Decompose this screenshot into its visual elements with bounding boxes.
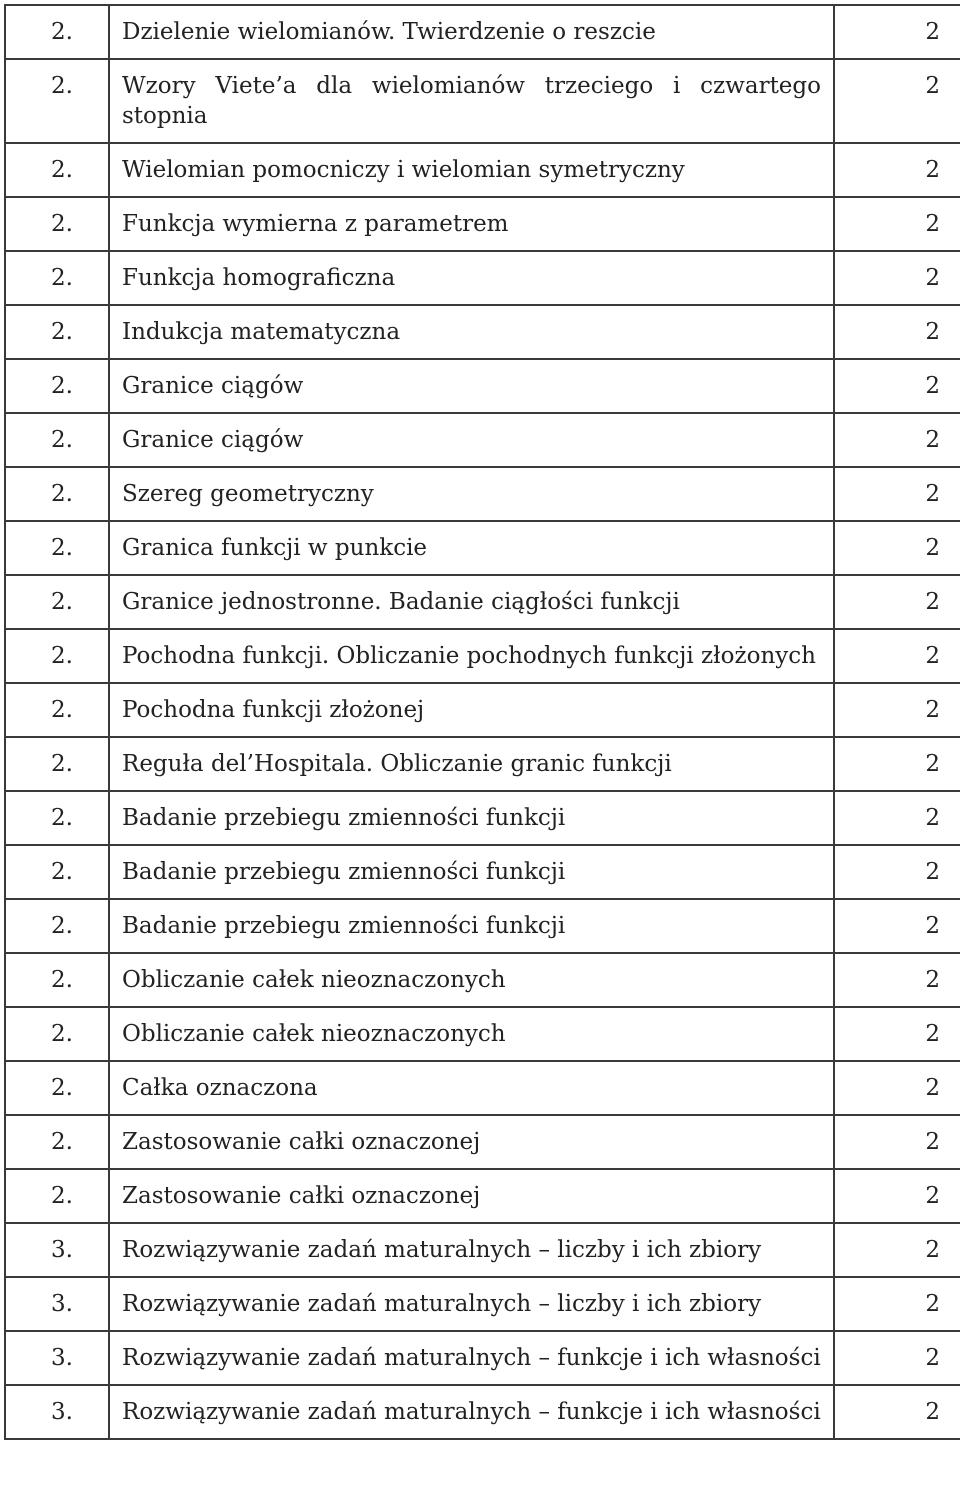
row-hours-cell: 2 — [834, 737, 960, 791]
row-number-cell: 2. — [5, 251, 109, 305]
row-hours-cell: 2 — [834, 1169, 960, 1223]
row-hours-cell: 2 — [834, 1385, 960, 1439]
row-topic-cell: Rozwiązywanie zadań maturalnych – funkcje i ich własności — [109, 1385, 834, 1439]
row-hours-cell: 2 — [834, 1277, 960, 1331]
row-hours-cell: 2 — [834, 59, 960, 143]
table-row — [5, 953, 960, 1007]
row-topic-cell: Pochodna funkcji złożonej — [109, 683, 834, 737]
table-row — [5, 359, 960, 413]
row-number-cell: 2. — [5, 629, 109, 683]
table-row — [5, 1007, 960, 1061]
row-number-cell: 2. — [5, 1061, 109, 1115]
row-number-cell: 3. — [5, 1331, 109, 1385]
table-row — [5, 251, 960, 305]
row-topic-cell: Rozwiązywanie zadań maturalnych – funkcje i ich własności — [109, 1331, 834, 1385]
row-hours-cell: 2 — [834, 467, 960, 521]
row-topic-cell: Badanie przebiegu zmienności funkcji — [109, 791, 834, 845]
row-topic-cell: Zastosowanie całki oznaczonej — [109, 1169, 834, 1223]
row-hours-cell: 2 — [834, 791, 960, 845]
row-number-cell: 2. — [5, 683, 109, 737]
row-number-cell: 2. — [5, 143, 109, 197]
row-number-cell: 3. — [5, 1385, 109, 1439]
row-hours-cell: 2 — [834, 953, 960, 1007]
row-hours-cell: 2 — [834, 413, 960, 467]
row-number-cell: 2. — [5, 467, 109, 521]
table-row — [5, 899, 960, 953]
row-hours-cell: 2 — [834, 845, 960, 899]
row-number-cell: 2. — [5, 953, 109, 1007]
row-topic-cell: Reguła del’Hospitala. Obliczanie granic funkcji — [109, 737, 834, 791]
row-number-cell: 3. — [5, 1223, 109, 1277]
row-hours-cell: 2 — [834, 5, 960, 59]
row-number-cell: 2. — [5, 575, 109, 629]
row-topic-cell: Całka oznaczona — [109, 1061, 834, 1115]
row-topic-cell: Rozwiązywanie zadań maturalnych – liczby i ich zbiory — [109, 1223, 834, 1277]
row-number-cell: 2. — [5, 899, 109, 953]
table-row — [5, 413, 960, 467]
row-number-cell: 2. — [5, 197, 109, 251]
row-number-cell: 2. — [5, 845, 109, 899]
row-number-cell: 2. — [5, 5, 109, 59]
row-number-cell: 2. — [5, 59, 109, 143]
table-row — [5, 1277, 960, 1331]
table-row — [5, 197, 960, 251]
row-topic-cell: Granice ciągów — [109, 359, 834, 413]
row-topic-cell: Pochodna funkcji. Obliczanie pochodnych funkcji złożonych — [109, 629, 834, 683]
row-topic-cell: Wzory Viete’a dla wielomianów trzeciego i czwartego stopnia — [109, 59, 834, 143]
row-number-cell: 2. — [5, 791, 109, 845]
row-number-cell: 2. — [5, 1007, 109, 1061]
row-number-cell: 2. — [5, 737, 109, 791]
table-row — [5, 521, 960, 575]
row-topic-cell: Funkcja homograficzna — [109, 251, 834, 305]
row-number-cell: 2. — [5, 1169, 109, 1223]
row-topic-cell: Obliczanie całek nieoznaczonych — [109, 1007, 834, 1061]
table-row — [5, 1385, 960, 1439]
table-row — [5, 1331, 960, 1385]
row-number-cell: 2. — [5, 413, 109, 467]
row-topic-cell: Indukcja matematyczna — [109, 305, 834, 359]
row-hours-cell: 2 — [834, 1061, 960, 1115]
table-row — [5, 1223, 960, 1277]
table-row — [5, 575, 960, 629]
row-hours-cell: 2 — [834, 1223, 960, 1277]
row-hours-cell: 2 — [834, 1007, 960, 1061]
row-hours-cell: 2 — [834, 575, 960, 629]
row-hours-cell: 2 — [834, 359, 960, 413]
table-row — [5, 1061, 960, 1115]
row-hours-cell: 2 — [834, 197, 960, 251]
table-row — [5, 143, 960, 197]
row-topic-cell: Badanie przebiegu zmienności funkcji — [109, 845, 834, 899]
table-row — [5, 629, 960, 683]
row-hours-cell: 2 — [834, 521, 960, 575]
table-row — [5, 467, 960, 521]
row-number-cell: 2. — [5, 521, 109, 575]
row-topic-cell: Obliczanie całek nieoznaczonych — [109, 953, 834, 1007]
table-row — [5, 1169, 960, 1223]
table-row — [5, 737, 960, 791]
row-number-cell: 2. — [5, 305, 109, 359]
row-hours-cell: 2 — [834, 1331, 960, 1385]
row-hours-cell: 2 — [834, 683, 960, 737]
row-topic-cell: Wielomian pomocniczy i wielomian symetryczny — [109, 143, 834, 197]
row-topic-cell: Granica funkcji w punkcie — [109, 521, 834, 575]
row-number-cell: 2. — [5, 359, 109, 413]
row-hours-cell: 2 — [834, 143, 960, 197]
row-topic-cell: Granice jednostronne. Badanie ciągłości funkcji — [109, 575, 834, 629]
syllabus-table-body — [5, 5, 960, 1439]
row-topic-cell: Dzielenie wielomianów. Twierdzenie o reszcie — [109, 5, 834, 59]
row-hours-cell: 2 — [834, 251, 960, 305]
table-row — [5, 5, 960, 59]
row-hours-cell: 2 — [834, 1115, 960, 1169]
row-topic-cell: Granice ciągów — [109, 413, 834, 467]
row-topic-cell: Rozwiązywanie zadań maturalnych – liczby i ich zbiory — [109, 1277, 834, 1331]
table-row — [5, 845, 960, 899]
row-hours-cell: 2 — [834, 899, 960, 953]
table-row — [5, 683, 960, 737]
row-number-cell: 3. — [5, 1277, 109, 1331]
row-topic-cell: Badanie przebiegu zmienności funkcji — [109, 899, 834, 953]
row-topic-cell: Szereg geometryczny — [109, 467, 834, 521]
row-number-cell: 2. — [5, 1115, 109, 1169]
row-hours-cell: 2 — [834, 305, 960, 359]
row-hours-cell: 2 — [834, 629, 960, 683]
table-row — [5, 1115, 960, 1169]
table-row — [5, 305, 960, 359]
table-row — [5, 791, 960, 845]
row-topic-cell: Funkcja wymierna z parametrem — [109, 197, 834, 251]
table-row — [5, 59, 960, 143]
syllabus-table — [4, 4, 960, 1440]
row-topic-cell: Zastosowanie całki oznaczonej — [109, 1115, 834, 1169]
